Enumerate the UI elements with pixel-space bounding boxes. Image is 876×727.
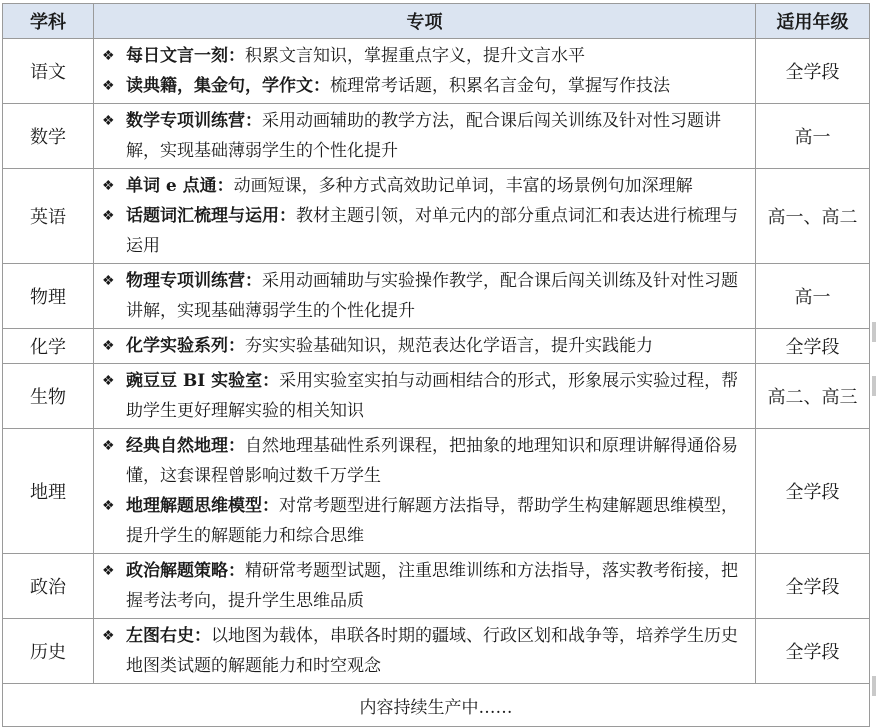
edge-mark <box>872 676 876 696</box>
table-row <box>3 104 870 169</box>
topic-title: 每日文言一刻： <box>126 46 245 66</box>
topic-description: 梳理常考话题，积累名言金句，掌握写作技法 <box>330 76 670 96</box>
table-row <box>3 329 870 364</box>
header-row <box>3 4 870 39</box>
table-row <box>3 364 870 429</box>
header-topic: 专项 <box>94 4 756 39</box>
subject-cell: 历史 <box>3 619 94 684</box>
diamond-bullet-icon: ❖ <box>102 208 115 224</box>
table-row <box>3 619 870 684</box>
topic-item <box>102 431 745 491</box>
topic-description: 教材主题引领，对单元内的部分重点词汇和表达进行梳理与运用 <box>126 206 738 256</box>
diamond-bullet-icon: ❖ <box>102 498 115 514</box>
table-row <box>3 169 870 264</box>
topic-title: 左图右史： <box>126 626 211 646</box>
subject-cell: 地理 <box>3 429 94 554</box>
diamond-bullet-icon: ❖ <box>102 373 115 389</box>
diamond-bullet-icon: ❖ <box>102 113 115 129</box>
topic-cell <box>94 39 756 104</box>
topic-item <box>102 491 745 551</box>
topic-title: 话题词汇梳理与运用： <box>126 206 296 226</box>
topic-cell <box>94 264 756 329</box>
topic-cell <box>94 619 756 684</box>
grade-cell: 全学段 <box>756 554 870 619</box>
diamond-bullet-icon: ❖ <box>102 48 115 64</box>
table-body <box>3 39 870 727</box>
topic-cell <box>94 169 756 264</box>
topic-cell <box>94 554 756 619</box>
edge-mark <box>872 376 876 396</box>
topic-title: 政治解题策略： <box>126 561 245 581</box>
table-row <box>3 264 870 329</box>
grade-cell: 全学段 <box>756 39 870 104</box>
subject-cell: 生物 <box>3 364 94 429</box>
topic-cell <box>94 429 756 554</box>
diamond-bullet-icon: ❖ <box>102 273 115 289</box>
curriculum-table-container <box>2 3 869 718</box>
edge-mark <box>872 322 876 342</box>
grade-cell: 全学段 <box>756 619 870 684</box>
grade-cell: 全学段 <box>756 429 870 554</box>
topic-title: 化学实验系列： <box>126 336 245 356</box>
topic-description: 采用动画辅助的教学方法，配合课后闯关训练及针对性习题讲解，实现基础薄弱学生的个性化提升 <box>126 111 721 161</box>
topic-description: 动画短课，多种方式高效助记单词，丰富的场景例句加深理解 <box>233 176 693 196</box>
topic-description: 积累文言知识，掌握重点字义，提升文言水平 <box>245 46 585 66</box>
curriculum-table <box>2 3 870 727</box>
header-subject: 学科 <box>3 4 94 39</box>
topic-title: 经典自然地理： <box>126 436 245 456</box>
topic-description: 采用动画辅助与实验操作教学，配合课后闯关训练及针对性习题讲解，实现基础薄弱学生的个性化提升 <box>126 271 738 321</box>
diamond-bullet-icon: ❖ <box>102 178 115 194</box>
topic-cell <box>94 364 756 429</box>
topic-description: 对常考题型进行解题方法指导，帮助学生构建解题思维模型，提升学生的解题能力和综合思维 <box>126 496 738 546</box>
topic-description: 自然地理基础性系列课程，把抽象的地理知识和原理讲解得通俗易懂，这套课程曾影响过数千万学生 <box>126 436 738 486</box>
subject-cell: 数学 <box>3 104 94 169</box>
topic-item <box>102 106 745 166</box>
footer-row <box>3 684 870 727</box>
topic-title: 读典籍，集金句，学作文： <box>126 76 330 96</box>
subject-cell: 物理 <box>3 264 94 329</box>
diamond-bullet-icon: ❖ <box>102 563 115 579</box>
topic-item <box>102 556 745 616</box>
subject-cell: 英语 <box>3 169 94 264</box>
topic-description: 采用实验室实拍与动画相结合的形式，形象展示实验过程，帮助学生更好理解实验的相关知识 <box>126 371 739 421</box>
topic-description: 以地图为载体，串联各时期的疆域、行政区划和战争等，培养学生历史地图类试题的解题能力和时空观念 <box>126 626 738 676</box>
topic-item <box>102 201 745 261</box>
topic-item <box>102 366 745 426</box>
subject-cell: 语文 <box>3 39 94 104</box>
grade-cell: 高一 <box>756 264 870 329</box>
grade-cell: 全学段 <box>756 329 870 364</box>
subject-cell: 化学 <box>3 329 94 364</box>
table-row <box>3 39 870 104</box>
topic-title: 豌豆豆 BI 实验室： <box>126 371 280 391</box>
topic-item <box>102 171 745 201</box>
table-row <box>3 554 870 619</box>
topic-title: 物理专项训练营： <box>126 271 262 291</box>
topic-item <box>102 266 745 326</box>
topic-title: 数学专项训练营： <box>126 111 262 131</box>
topic-item <box>102 621 745 681</box>
topic-cell <box>94 329 756 364</box>
topic-description: 精研常考题型试题，注重思维训练和方法指导，落实教考衔接，把握考法考向，提升学生思维品质 <box>126 561 738 611</box>
topic-item <box>102 71 745 101</box>
grade-cell: 高一 <box>756 104 870 169</box>
topic-cell <box>94 104 756 169</box>
topic-title: 地理解题思维模型： <box>126 496 279 516</box>
diamond-bullet-icon: ❖ <box>102 628 115 644</box>
grade-cell: 高一、高二 <box>756 169 870 264</box>
topic-title: 单词 e 点通： <box>126 176 234 196</box>
table-row <box>3 429 870 554</box>
topic-item <box>102 41 745 71</box>
diamond-bullet-icon: ❖ <box>102 438 115 454</box>
subject-cell: 政治 <box>3 554 94 619</box>
diamond-bullet-icon: ❖ <box>102 338 115 354</box>
topic-description: 夯实实验基础知识，规范表达化学语言，提升实践能力 <box>245 336 653 356</box>
footer-note: 内容持续生产中…… <box>3 684 870 727</box>
diamond-bullet-icon: ❖ <box>102 78 115 94</box>
topic-item <box>102 331 745 361</box>
header-grade: 适用年级 <box>756 4 870 39</box>
grade-cell: 高二、高三 <box>756 364 870 429</box>
